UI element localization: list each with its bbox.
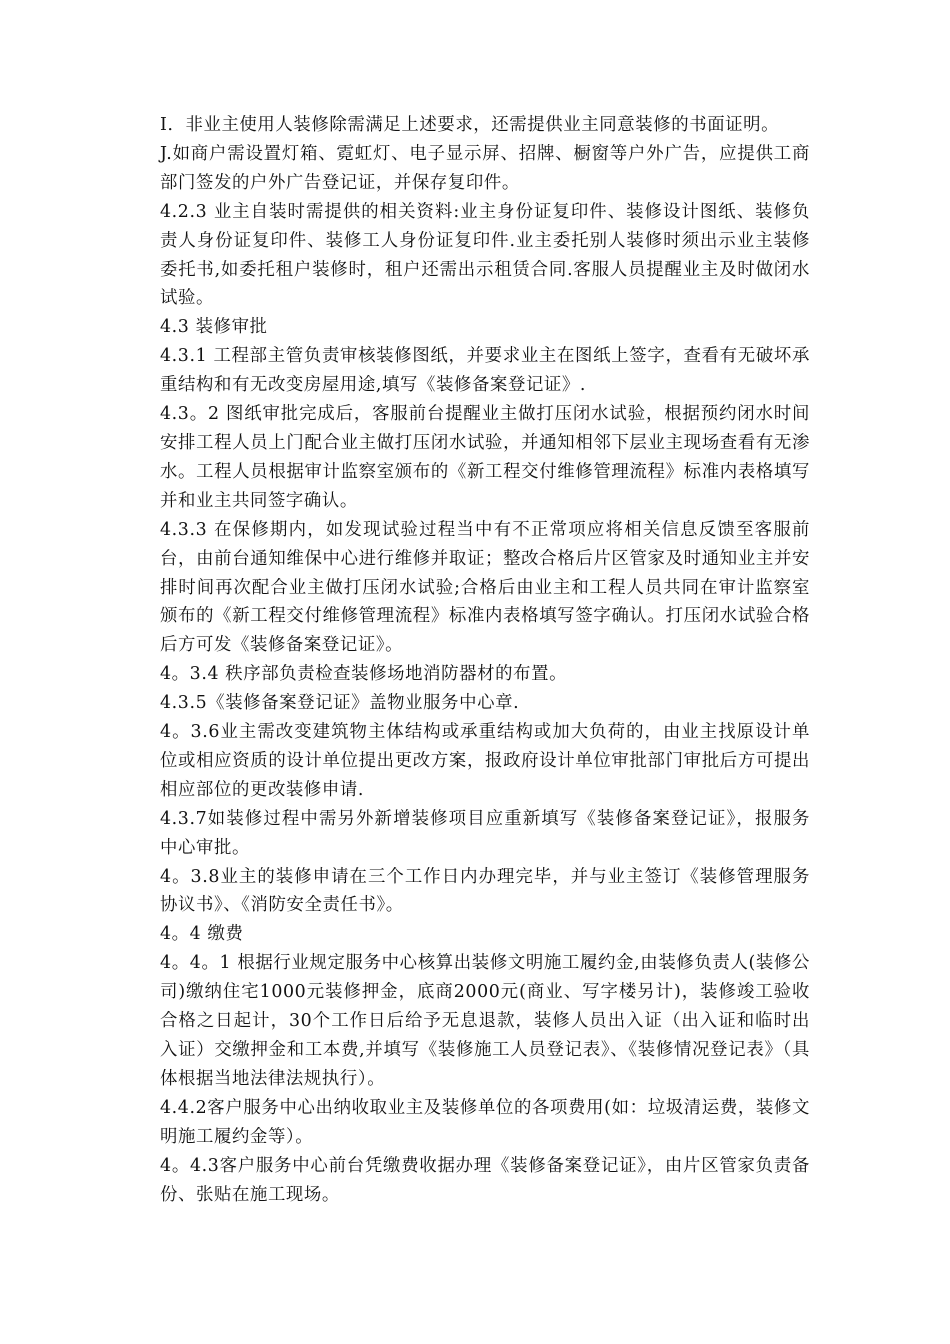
paragraph-item-j: J.如商户需设置灯箱、霓虹灯、电子显示屏、招牌、橱窗等户外广告，应提供工商部门签发的户外广告登记证，并保存复印件。 [160,143,810,193]
paragraph-4-3-4: 4。3.4 秩序部负责检查装修场地消防器材的布置。 [160,664,568,685]
document-body [160,111,810,1209]
section-heading-4-4: 4。4 缴费 [160,924,244,945]
paragraph-4-4-2: 4.4.2客户服务中心出纳收取业主及装修单位的各项费用(如：垃圾清运费，装修文明施工履约金等）。 [160,1097,810,1147]
paragraph-4-3-7: 4.3.7如装修过程中需另外新增装修项目应重新填写《装修备案登记证》，报服务中心审批。 [160,808,810,858]
paragraph-4-3-3: 4.3.3 在保修期内，如发现试验过程当中有不正常项应将相关信息反馈至客服前台，由前台通知维保中心进行维修并取证；整改合格后片区管家及时通知业主并安排时间再次配合业主做打压闭水试验;合格后由业主和工程人员共同在审计监察室颁布的《新工程交付维修管理流程》标准内表格填写签字确认。打压闭水试验合格后方可发《装修备案登记证》。 [160,519,810,656]
paragraph-4-3-2: 4.3。2 图纸审批完成后，客服前台提醒业主做打压闭水试验，根据预约闭水时间安排工程人员上门配合业主做打压闭水试验，并通知相邻下层业主现场查看有无渗水。工程人员根据审计监察室颁布的《新工程交付维修管理流程》标准内表格填写并和业主共同签字确认。 [160,404,810,511]
paragraph-4-3-8: 4。3.8业主的装修申请在三个工作日内办理完毕，并与业主签订《装修管理服务协议书》、《消防安全责任书》。 [160,866,810,916]
paragraph-4-2-3: 4.2.3 业主自装时需提供的相关资料:业主身份证复印件、装修设计图纸、装修负责人身份证复印件、装修工人身份证复印件.业主委托别人装修时须出示业主装修委托书,如委托租户装修时，租户还需出示租赁合同.客服人员提醒业主及时做闭水试验。 [160,201,810,309]
paragraph-item-i: I．非业主使用人装修除需满足上述要求，还需提供业主同意装修的书面证明。 [160,115,780,135]
section-heading-4-3: 4.3 装修审批 [160,317,268,338]
paragraph-4-3-1: 4.3.1 工程部主管负责审核装修图纸，并要求业主在图纸上签字，查看有无破坏承重结构和有无改变房屋用途,填写《装修备案登记证》. [160,346,810,396]
paragraph-4-4-3: 4。4.3客户服务中心前台凭缴费收据办理《装修备案登记证》，由片区管家负责备份、张贴在施工现场。 [160,1155,810,1205]
paragraph-4-4-1: 4。4。1 根据行业规定服务中心核算出装修文明施工履约金,由装修负责人(装修公司)缴纳住宅1000元装修押金，底商2000元(商业、写字楼另计)，装修竣工验收合格之日起计，30个工作日后给予无息退款，装修人员出入证（出入证和临时出入证）交缴押金和工本费,并填写《装修施工人员登记表》、《装修情况登记表》（具体根据当地法律法规执行）。 [160,953,810,1089]
paragraph-4-3-6: 4。3.6业主需改变建筑物主体结构或承重结构或加大负荷的，由业主找原设计单位或相应资质的设计单位提出更改方案，报政府设计单位审批部门审批后方可提出相应部位的更改装修申请. [160,722,810,800]
paragraph-4-3-5: 4.3.5《装修备案登记证》盖物业服务中心章. [160,693,520,714]
